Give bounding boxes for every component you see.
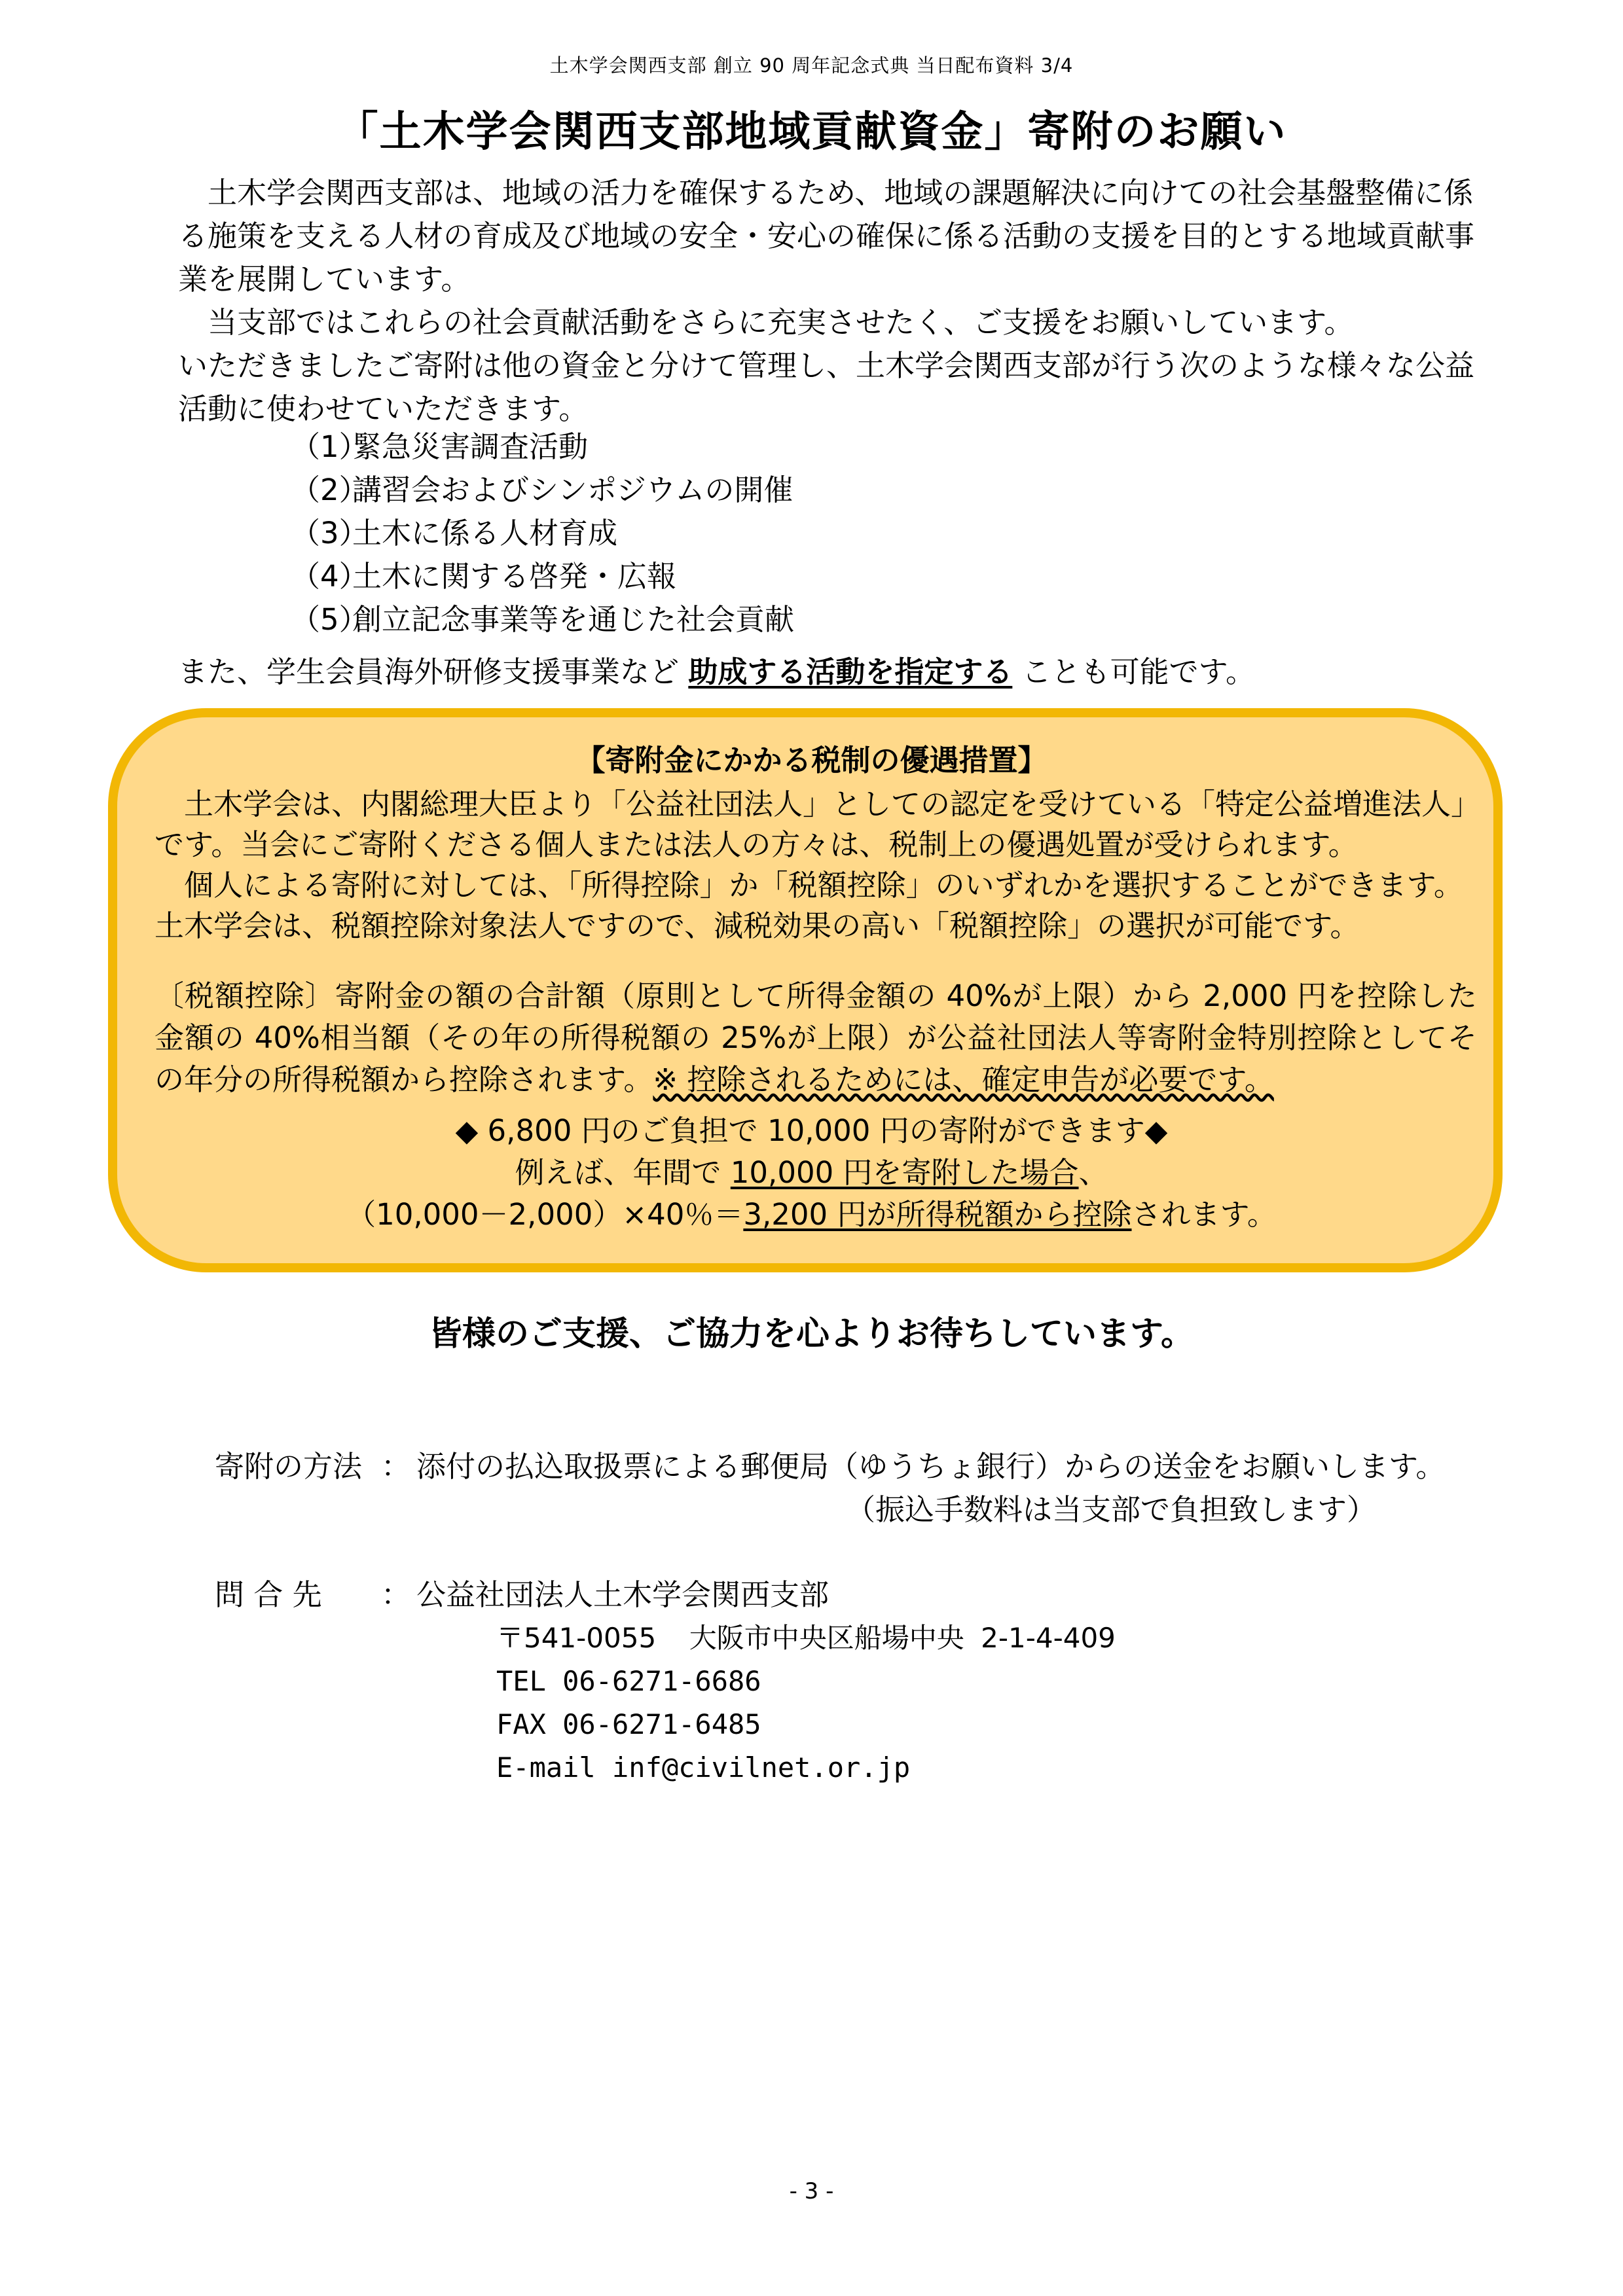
contact-tel: TEL 06-6271-6686	[496, 1665, 761, 1697]
postal-code: 〒541-0055	[496, 1622, 657, 1654]
contact-email: E-mail inf@civilnet.or.jp	[496, 1751, 911, 1784]
designation-note	[178, 651, 1487, 694]
contact-fax: FAX 06-6271-6485	[496, 1708, 761, 1740]
designation-prefix: また、学生会員海外研修支援事業など	[178, 655, 689, 689]
activity-list	[291, 425, 794, 641]
page-number: - 3 -	[789, 2178, 834, 2204]
designation-highlight: 助成する活動を指定する	[688, 655, 1013, 689]
contact-organization: 公益社団法人土木学会関西支部	[416, 1577, 830, 1612]
list-item-label: 講習会およびシンポジウムの開催	[352, 473, 793, 507]
list-item	[291, 425, 794, 469]
tax-intro	[155, 784, 1477, 946]
list-item-number: （3）	[291, 516, 369, 550]
example-prefix: 例えば、年間で	[515, 1155, 731, 1190]
method-value: 添付の払込取扱票による郵便局（ゆうちょ銀行）からの送金をお願いします。	[416, 1449, 1446, 1484]
list-item	[291, 598, 794, 641]
method-label: 寄附の方法	[215, 1449, 363, 1484]
intro-paragraph-2: 当支部ではこれらの社会貢献活動をさらに充実させたく、ご支援をお願いしています。	[208, 305, 1354, 340]
contact-section	[215, 1445, 1524, 1789]
example-amount: 10,000 円を寄附した場合	[730, 1155, 1079, 1190]
tax-headline: ◆ 6,800 円のご負担で 10,000 円の寄附ができます◆	[455, 1113, 1168, 1148]
section-spacer	[215, 1532, 1524, 1573]
method-note: （振込手数料は当支部で負担致します）	[846, 1492, 1377, 1527]
address-text: 大阪市中央区船場中央	[689, 1622, 964, 1654]
list-item-number: （2）	[291, 473, 369, 507]
contact-row	[215, 1573, 1524, 1617]
example-suffix: 、	[1078, 1155, 1108, 1190]
tax-paragraph-2: 個人による寄附に対しては、「所得控除」か「税額控除」のいずれかを選択することができます。土木学会は、税額控除対象法人ですので、減税効果の高い「税額控除」の選択が可能です。	[155, 868, 1463, 943]
calc-suffix: されます。	[1131, 1197, 1277, 1232]
intro-paragraph-1: 土木学会関西支部は、地域の活力を確保するため、地域の課題解決に向けての社会基盤整備に係る施策を支える人材の育成及び地域の安全・安心の確保に係る活動の支援を目的とする地域貢献事業を展開しています。	[178, 175, 1475, 296]
calc-prefix: （10,000－2,000）×40％＝	[346, 1197, 744, 1232]
list-item	[291, 555, 794, 598]
list-item-label: 創立記念事業等を通じた社会貢献	[352, 602, 795, 637]
contact-colon: ：	[381, 1577, 411, 1612]
contact-label: 問 合 先	[215, 1577, 322, 1612]
list-item-number: （4）	[291, 559, 369, 594]
list-item-label: 土木に係る人材育成	[352, 516, 618, 550]
method-row	[215, 1445, 1524, 1488]
list-item	[291, 469, 794, 512]
intro-section	[178, 171, 1487, 431]
list-item-label: 土木に関する啓発・広報	[352, 559, 677, 594]
list-item-number: （5）	[291, 602, 369, 637]
list-item	[291, 512, 794, 555]
list-item-number: （1）	[291, 429, 369, 464]
contact-address	[215, 1617, 1524, 1660]
tax-credit-detail	[155, 975, 1477, 1101]
tax-filing-note: ※ 控除されるためには、確定申告が必要です。	[653, 1062, 1274, 1097]
page-title: 「土木学会関西支部地域貢献資金」寄附のお願い	[336, 108, 1287, 156]
designation-suffix: ことも可能です。	[1012, 655, 1256, 689]
method-colon: ：	[381, 1449, 411, 1484]
address-number: 2-1-4-409	[981, 1622, 1116, 1654]
document-header: 土木学会関西支部 創立 90 周年記念式典 当日配布資料 3/4	[549, 54, 1074, 77]
calc-result: 3,200 円が所得税額から控除	[743, 1197, 1132, 1232]
tax-credit-text	[155, 975, 1477, 1101]
closing-message: 皆様のご支援、ご協力を心よりお待ちしています。	[429, 1315, 1194, 1354]
tax-example-line	[0, 1152, 1623, 1194]
tax-calculation-line	[0, 1194, 1623, 1236]
intro-paragraph-3: いただきましたご寄附は他の資金と分けて管理し、土木学会関西支部が行う次のような様々な公益活動に使わせていただきます。	[178, 348, 1475, 426]
tax-credit-body: 〔税額控除〕寄附金の額の合計額（原則として所得金額の 40%が上限）から 2,000 円を控除した金額の 40%相当額（その年の所得税額の 25%が上限）が公益社団法人等寄附金特別控除としてその年分の所得税額から控除されます。	[155, 978, 1477, 1097]
tax-box-title: 【寄附金にかかる税制の優遇措置】	[575, 743, 1048, 778]
tax-example	[0, 1110, 1623, 1236]
tax-paragraph-1: 土木学会は、内閣総理大臣より「公益社団法人」としての認定を受けている「特定公益増進法人」です。当会にご寄附くださる個人または法人の方々は、税制上の優遇処置が受けられます。	[155, 787, 1466, 862]
list-item-label: 緊急災害調査活動	[352, 429, 589, 464]
